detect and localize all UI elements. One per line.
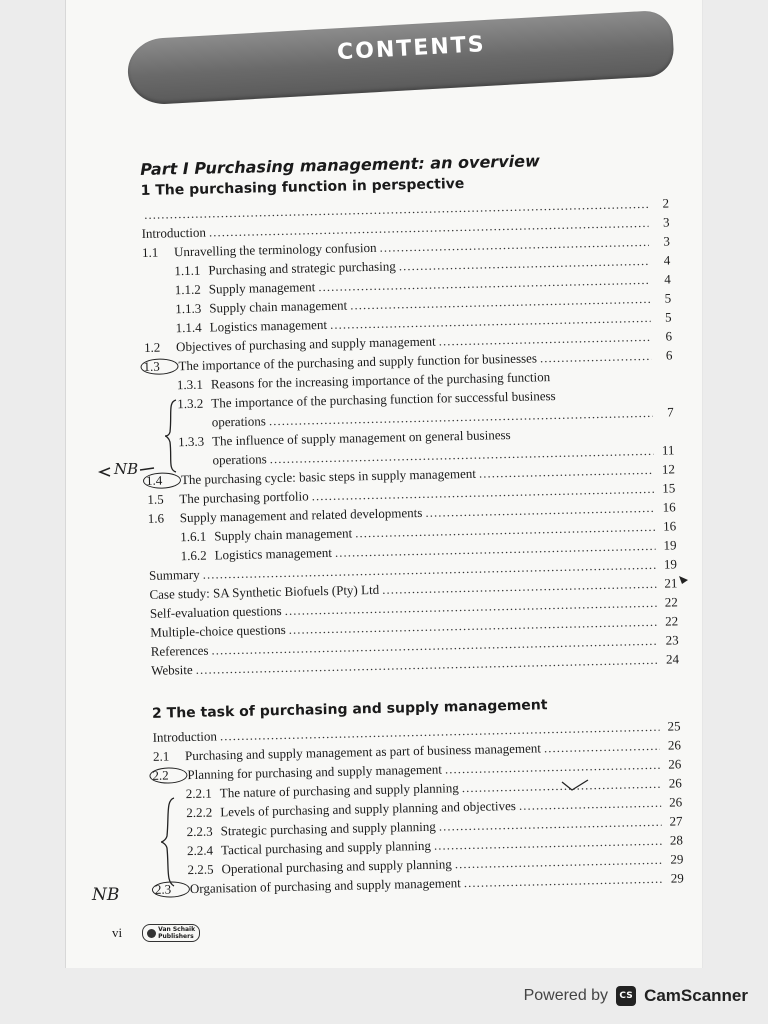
watermark-brand: CamScanner bbox=[644, 986, 748, 1005]
toc-entry-text: Introduction bbox=[152, 728, 218, 745]
toc-page-number: 28 bbox=[669, 832, 684, 848]
toc-entry-number: 1.1.2 bbox=[174, 281, 201, 298]
toc-page-number: 25 bbox=[667, 718, 681, 734]
toc-page-number: 6 bbox=[665, 328, 673, 344]
toc-entry-text: The influence of supply management on general business bbox=[211, 426, 511, 449]
toc-page-number: 26 bbox=[668, 794, 683, 810]
toc-entry-text: Introduction bbox=[141, 224, 207, 241]
toc-page-number: 15 bbox=[662, 480, 676, 496]
dot-leader bbox=[544, 736, 660, 758]
toc-entry-text: The importance of the purchasing function for successful business bbox=[211, 387, 556, 411]
toc-entry-text: Unravelling the terminology confusion bbox=[173, 239, 377, 260]
toc-entry-number: 1.1.1 bbox=[174, 262, 201, 279]
page-number-label: vi bbox=[112, 925, 123, 940]
toc-entry-number: 1.3 bbox=[140, 358, 178, 375]
toc-page-number: 7 bbox=[666, 404, 674, 420]
page-footer bbox=[112, 924, 200, 942]
toc-entry-number: 1.3.1 bbox=[176, 376, 204, 393]
svg-text:NB: NB bbox=[92, 885, 120, 905]
chapter-1 bbox=[141, 171, 680, 679]
toc-entry-number: 1.6.2 bbox=[180, 547, 207, 564]
camscanner-watermark bbox=[524, 986, 748, 1006]
toc-entry-text: References bbox=[150, 642, 209, 659]
toc-entry-text: Summary bbox=[148, 566, 200, 583]
handwritten-brace-2-2 bbox=[160, 796, 178, 888]
toc-page-number: 5 bbox=[664, 309, 672, 325]
toc-entry-text: Supply management and related developments bbox=[179, 504, 423, 526]
toc-entry-number: 2.2.4 bbox=[186, 842, 214, 859]
toc-page-number: 27 bbox=[669, 813, 683, 829]
chapter-1-entries bbox=[141, 193, 679, 679]
handwritten-brace-1-3 bbox=[164, 398, 178, 474]
toc-entry-text: Strategic purchasing and supply planning bbox=[220, 818, 436, 839]
chapter-title: 2 The task of purchasing and supply management bbox=[151, 697, 548, 722]
toc-entry-number: 1.4 bbox=[143, 472, 181, 489]
table-of-contents bbox=[140, 148, 684, 898]
toc-entry-text: Organisation of purchasing and supply management bbox=[189, 875, 461, 897]
toc-page-number: 26 bbox=[667, 737, 682, 753]
toc-entry-number: 1.3.3 bbox=[177, 433, 205, 450]
toc-entry-text: Reasons for the increasing importance of the purchasing function bbox=[210, 369, 551, 392]
toc-entry-text: Website bbox=[150, 661, 193, 678]
toc-entry-text: Tactical purchasing and supply planning bbox=[220, 837, 432, 858]
toc-entry-number: 1.6 bbox=[147, 510, 165, 526]
toc-entry-text: operations bbox=[212, 451, 267, 468]
toc-page-number: 22 bbox=[665, 613, 679, 629]
toc-entry-text: The purchasing cycle: basic steps in supply management bbox=[180, 465, 477, 488]
logo-line-1: Van Schaik bbox=[158, 926, 196, 933]
toc-page-number: 19 bbox=[663, 537, 677, 553]
toc-entry-text: Levels of purchasing and supply planning and objectives bbox=[220, 797, 517, 820]
toc-page-number: 23 bbox=[665, 632, 679, 648]
toc-page-number: 6 bbox=[665, 347, 673, 363]
toc-page-number: 12 bbox=[661, 461, 676, 477]
toc-page-number: 22 bbox=[664, 594, 678, 610]
contents-title: CONTENTS bbox=[336, 32, 487, 66]
toc-entry-number: 2.2.2 bbox=[186, 804, 213, 821]
toc-entry-text: Self-evaluation questions bbox=[149, 603, 282, 621]
toc-entry-text: Logistics management bbox=[209, 316, 328, 335]
toc-entry-number: 2.1 bbox=[152, 748, 170, 764]
toc-entry-number: 1.5 bbox=[147, 491, 164, 507]
handwritten-mark bbox=[678, 574, 690, 586]
toc-page-number: 26 bbox=[668, 775, 682, 791]
publisher-logo bbox=[142, 924, 200, 942]
toc-page-number: 2 bbox=[662, 195, 670, 211]
toc-page-number: 29 bbox=[670, 851, 684, 867]
toc-entry-number: 2.2 bbox=[149, 767, 187, 784]
part-title: Part I Purchasing management: an overview bbox=[140, 151, 540, 179]
toc-entry-text: Operational purchasing and supply planning bbox=[221, 856, 452, 877]
chapter-title: 1 The purchasing function in perspective bbox=[140, 175, 465, 199]
handwritten-nb-2-3 bbox=[88, 878, 138, 908]
toc-entry-text: Purchasing and strategic purchasing bbox=[208, 258, 396, 278]
handwritten-nb-arrow bbox=[96, 450, 166, 484]
chapter-2-entries bbox=[152, 716, 684, 898]
toc-page-number: 29 bbox=[670, 870, 684, 886]
toc-page-number: 19 bbox=[663, 556, 678, 572]
toc-entry-number: 1.2 bbox=[143, 339, 161, 355]
toc-entry-text: Logistics management bbox=[214, 544, 333, 563]
toc-entry-text: Planning for purchasing and supply management bbox=[187, 761, 443, 783]
toc-entry-text: The purchasing portfolio bbox=[179, 488, 309, 507]
toc-page-number: 5 bbox=[664, 290, 672, 306]
toc-page-number: 4 bbox=[664, 271, 671, 287]
toc-entry-number: 1.6.1 bbox=[180, 528, 207, 545]
toc-entry-text: Supply chain management bbox=[209, 297, 348, 316]
toc-entry-number: 2.2.3 bbox=[186, 823, 213, 840]
toc-page-number: 3 bbox=[663, 233, 671, 249]
camscanner-icon: CS bbox=[616, 986, 636, 1006]
toc-page-number: 24 bbox=[665, 651, 680, 667]
toc-entry-text: operations bbox=[211, 413, 267, 430]
toc-entry-text: Multiple-choice questions bbox=[150, 621, 286, 640]
handwritten-nb-text: NB bbox=[114, 460, 139, 478]
toc-page-number: 16 bbox=[662, 499, 676, 515]
toc-page-number: 26 bbox=[668, 756, 682, 772]
toc-entry-number: 2.3 bbox=[152, 881, 190, 898]
chapter-2 bbox=[152, 694, 684, 898]
watermark-prefix: Powered by bbox=[523, 987, 609, 1004]
toc-entry-number: 1.1.3 bbox=[175, 300, 202, 317]
logo-line-2: Publishers bbox=[158, 933, 194, 940]
toc-page-number: 21 bbox=[664, 575, 678, 591]
toc-entry-number: 1.1.4 bbox=[175, 319, 202, 336]
toc-entry-text: Purchasing and supply management as part of business management bbox=[184, 740, 542, 764]
toc-entry-text: The importance of the purchasing and supply function for businesses bbox=[178, 350, 538, 374]
toc-page-number: 4 bbox=[663, 252, 671, 268]
toc-entry-number: 2.2.1 bbox=[185, 785, 212, 802]
toc-entry-text: The nature of purchasing and supply planning bbox=[219, 780, 459, 801]
toc-entry-text: Objectives of purchasing and supply management bbox=[175, 333, 436, 355]
toc-entry-number: 1.3.2 bbox=[177, 395, 204, 412]
toc-entry-text: Supply chain management bbox=[214, 525, 353, 544]
toc-page-number: 16 bbox=[662, 518, 677, 534]
toc-page-number: 3 bbox=[662, 214, 670, 230]
toc-entry-number: 2.2.5 bbox=[187, 861, 214, 878]
toc-page-number: 11 bbox=[661, 442, 675, 458]
toc-entry-text: Supply management bbox=[208, 279, 316, 297]
toc-entry-text: Case study: SA Synthetic Biofuels (Pty) Ltd bbox=[149, 581, 380, 602]
publisher-logo-icon bbox=[147, 929, 156, 938]
handwritten-checkmark bbox=[560, 778, 590, 792]
dot-leader bbox=[540, 346, 652, 367]
toc-entry-number: 1.1 bbox=[141, 244, 159, 260]
